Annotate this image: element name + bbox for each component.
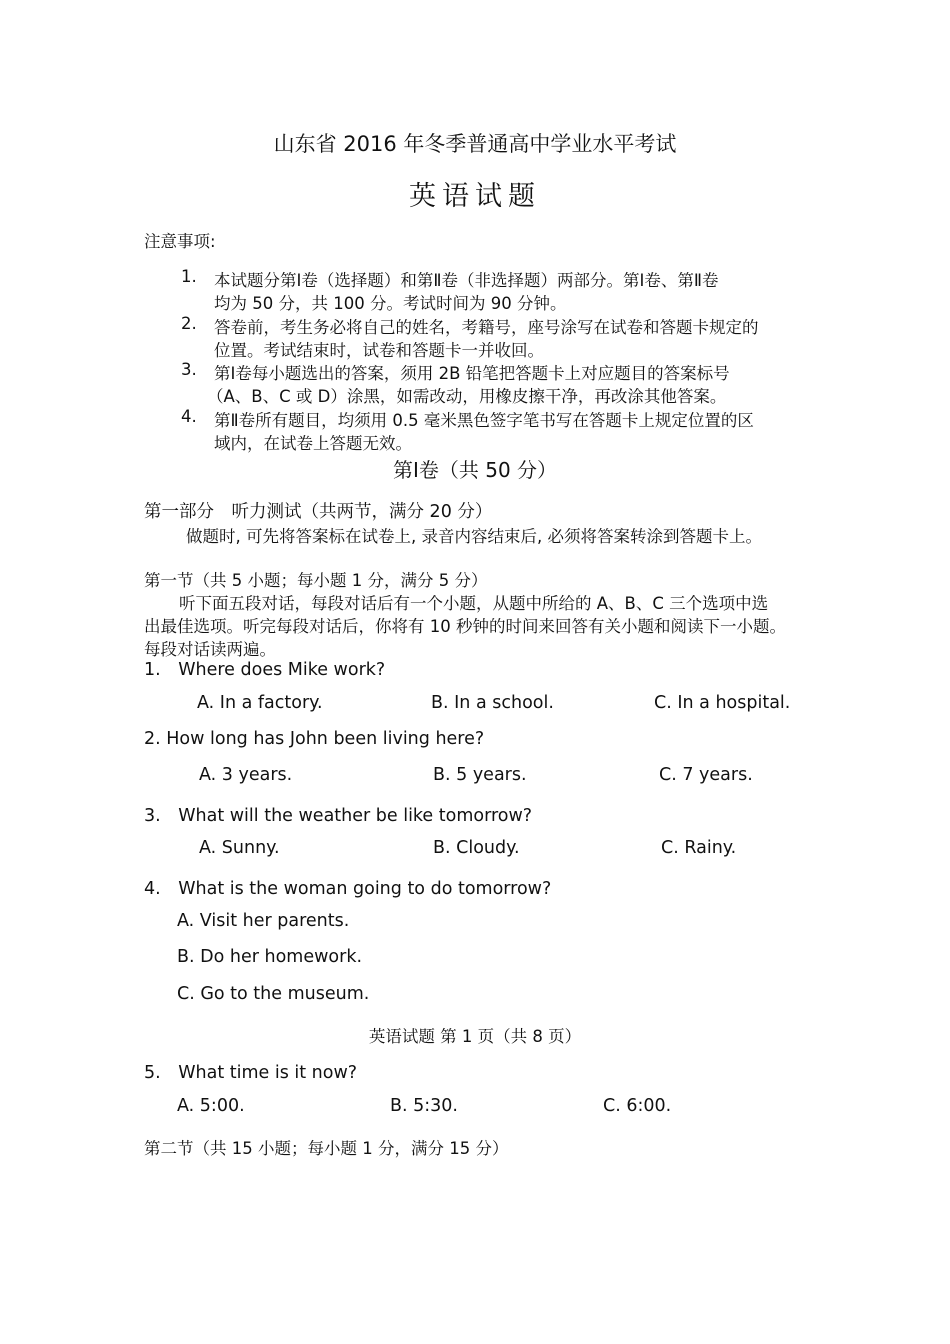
notice-item-number: 2. bbox=[181, 314, 197, 333]
option-c: C. 6:00. bbox=[603, 1096, 672, 1116]
option-c: C. 7 years. bbox=[659, 765, 753, 785]
notice-item-number: 1. bbox=[181, 267, 197, 286]
question-stem: 3. What will the weather be like tomorrow? bbox=[144, 806, 533, 826]
notice-heading: 注意事项: bbox=[144, 232, 216, 251]
option-a: A. Visit her parents. bbox=[177, 911, 350, 931]
notice-item-number: 4. bbox=[181, 407, 197, 426]
notice-item-line: （A、B、C 或 D）涂黑，如需改动，用橡皮擦干净，再改涂其他答案。 bbox=[207, 387, 727, 406]
option-b: B. Cloudy. bbox=[433, 838, 520, 858]
subject-title: 英语试题 bbox=[409, 181, 541, 212]
option-a: A. In a factory. bbox=[197, 693, 323, 713]
section1-directions-line: 听下面五段对话，每段对话后有一个小题，从题中所给的 A、B、C 三个选项中选 bbox=[179, 594, 769, 613]
option-a: A. 5:00. bbox=[177, 1096, 245, 1116]
notice-item-line: 位置。考试结束时，试卷和答题卡一并收回。 bbox=[214, 341, 544, 360]
question-stem: 5. What time is it now? bbox=[144, 1063, 358, 1083]
section1-directions-line: 出最佳选项。听完每段对话后，你将有 10 秒钟的时间来回答有关小题和阅读下一小题。 bbox=[144, 617, 786, 636]
option-c: C. In a hospital. bbox=[654, 693, 791, 713]
section1-directions-line: 每段对话读两遍。 bbox=[144, 640, 276, 659]
section1-heading: 第一节（共 5 小题；每小题 1 分，满分 5 分） bbox=[144, 571, 488, 590]
notice-item-line: 域内，在试卷上答题无效。 bbox=[214, 434, 412, 453]
notice-item-line: 本试题分第Ⅰ卷（选择题）和第Ⅱ卷（非选择题）两部分。第Ⅰ卷、第Ⅱ卷 bbox=[214, 271, 719, 290]
part1-instructions: 做题时, 可先将答案标在试卷上, 录音内容结束后, 必须将答案转涂到答题卡上。 bbox=[186, 527, 762, 546]
option-a: A. Sunny. bbox=[199, 838, 280, 858]
part1-section-title: 第一部分 听力测试（共两节，满分 20 分） bbox=[144, 502, 493, 522]
option-c: C. Rainy. bbox=[661, 838, 737, 858]
notice-item-line: 第Ⅰ卷每小题选出的答案，须用 2B 铅笔把答题卡上对应题目的答案标号 bbox=[214, 364, 730, 383]
question-stem: 1. Where does Mike work? bbox=[144, 660, 386, 680]
option-b: B. 5 years. bbox=[433, 765, 527, 785]
question-stem: 4. What is the woman going to do tomorrow? bbox=[144, 879, 552, 899]
option-b: B. Do her homework. bbox=[177, 947, 363, 967]
option-a: A. 3 years. bbox=[199, 765, 293, 785]
notice-item-line: 答卷前，考生务必将自己的姓名，考籍号，座号涂写在试卷和答题卡规定的 bbox=[214, 318, 759, 337]
option-b: B. In a school. bbox=[431, 693, 554, 713]
option-c: C. Go to the museum. bbox=[177, 984, 370, 1004]
notice-item-line: 均为 50 分，共 100 分。考试时间为 90 分钟。 bbox=[214, 294, 567, 313]
question-stem: 2. How long has John been living here? bbox=[144, 729, 485, 749]
notice-item-number: 3. bbox=[181, 360, 197, 379]
exam-title: 山东省 2016 年冬季普通高中学业水平考试 bbox=[273, 132, 677, 156]
page-footer: 英语试题 第 1 页（共 8 页） bbox=[368, 1027, 582, 1046]
notice-item-line: 第Ⅱ卷所有题目，均须用 0.5 毫米黑色签字笔书写在答题卡上规定位置的区 bbox=[214, 411, 754, 430]
section2-heading: 第二节（共 15 小题；每小题 1 分，满分 15 分） bbox=[144, 1139, 509, 1158]
option-b: B. 5:30. bbox=[390, 1096, 458, 1116]
part1-heading: 第Ⅰ卷（共 50 分） bbox=[392, 458, 558, 482]
